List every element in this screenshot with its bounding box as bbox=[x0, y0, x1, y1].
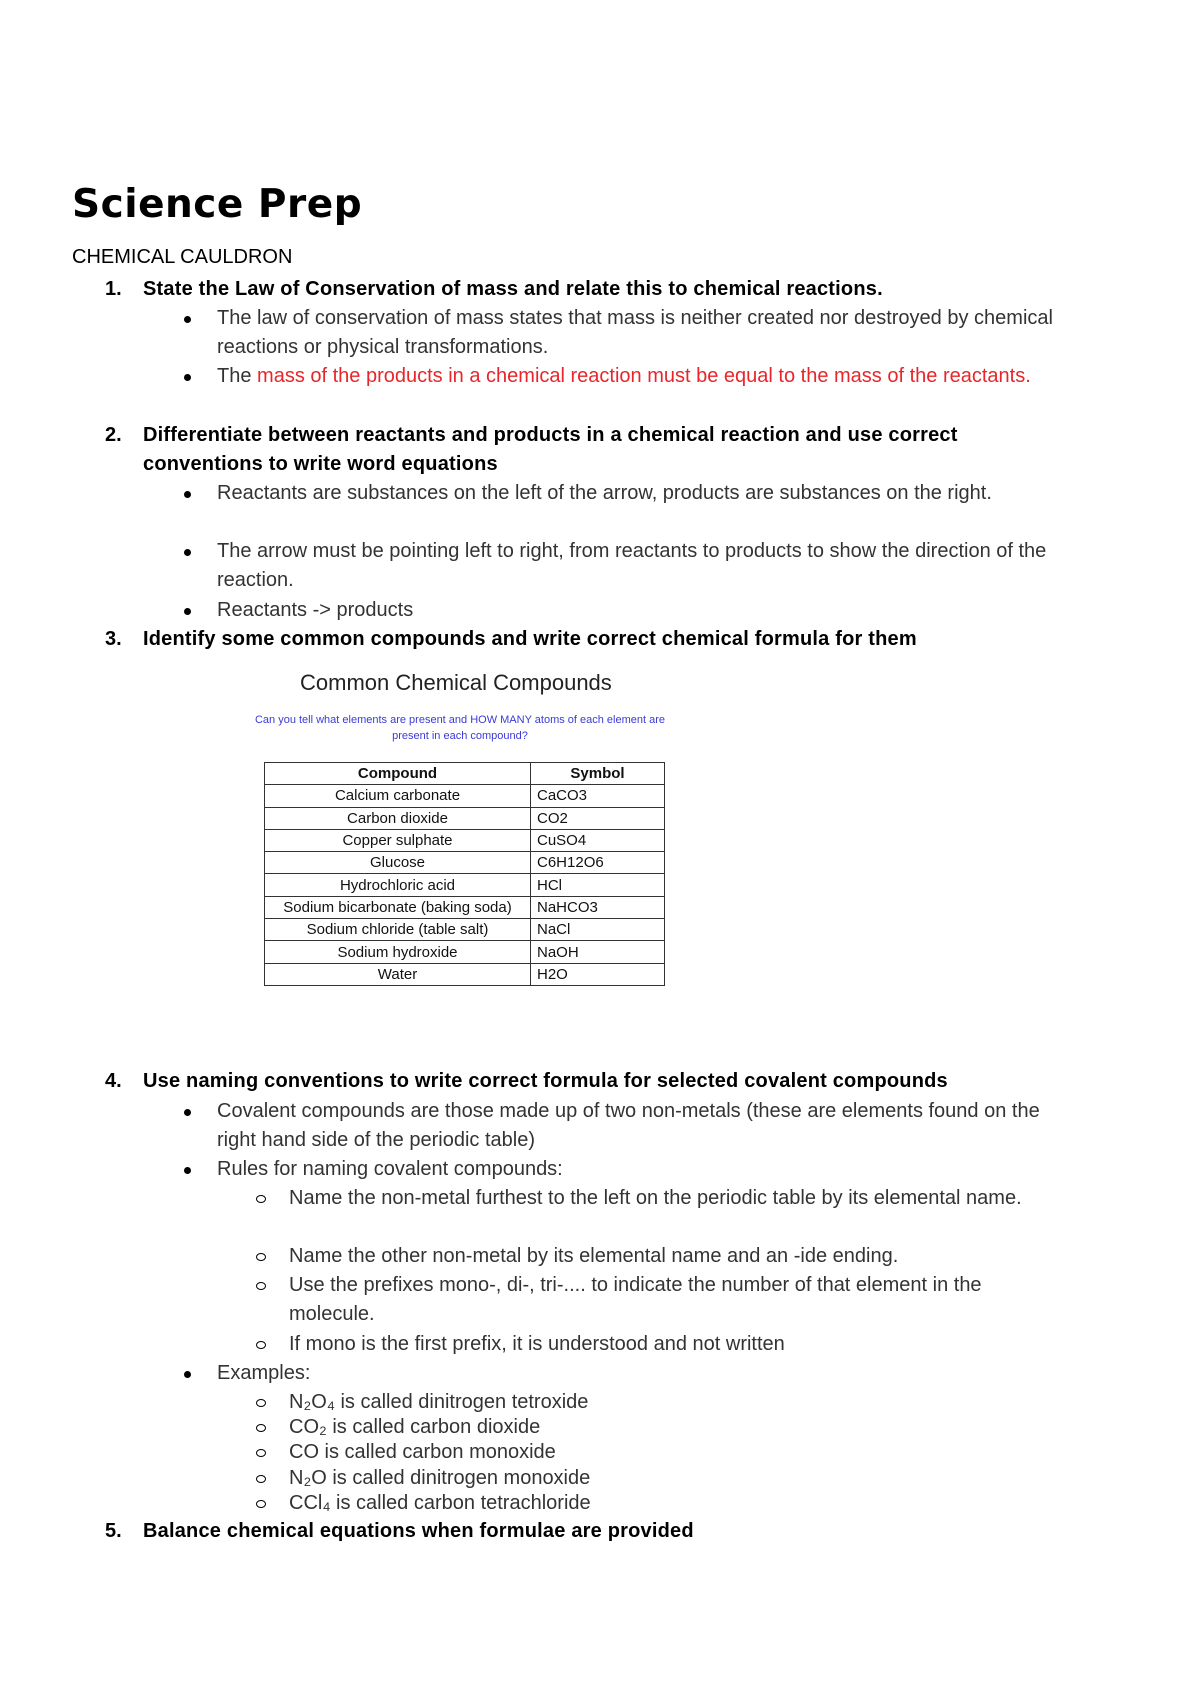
list-item: Reactants -> products bbox=[178, 596, 1058, 625]
table-body bbox=[265, 785, 665, 986]
compound-name-cell: Water bbox=[265, 963, 531, 985]
list-item: Rules for naming covalent compounds: bbox=[178, 1155, 1058, 1184]
circle-bullet-icon bbox=[256, 1424, 266, 1432]
question-text: Use naming conventions to write correct formula for selected covalent compounds bbox=[143, 1070, 948, 1092]
question-5 bbox=[105, 1517, 1065, 1546]
example-item: CCl₄ is called carbon tetrachloride bbox=[250, 1491, 1060, 1516]
circle-bullet-icon bbox=[256, 1253, 266, 1261]
symbol-cell: H2O bbox=[531, 963, 665, 985]
bullet-icon bbox=[184, 316, 191, 323]
compound-name-cell: Calcium carbonate bbox=[265, 785, 531, 807]
symbol-cell: NaOH bbox=[531, 941, 665, 963]
question-number: 4. bbox=[105, 1070, 122, 1092]
list-item: Examples: bbox=[178, 1359, 1058, 1388]
bullet-icon bbox=[184, 491, 191, 498]
symbol-cell: C6H12O6 bbox=[531, 852, 665, 874]
bullet-icon bbox=[184, 549, 191, 556]
highlighted-text: mass of the products in a chemical reaction must be equal to the mass of the reactants. bbox=[257, 365, 1031, 387]
figure-question: Can you tell what elements are present and HOW MANY atoms of each element are present in each compound? bbox=[254, 714, 666, 742]
symbol-cell: NaHCO3 bbox=[531, 896, 665, 918]
symbol-cell: CaCO3 bbox=[531, 785, 665, 807]
compounds-figure bbox=[240, 660, 680, 1010]
example-item: N₂O is called dinitrogen monoxide bbox=[250, 1466, 1060, 1491]
compound-name-cell: Sodium hydroxide bbox=[265, 941, 531, 963]
circle-bullet-icon bbox=[256, 1449, 266, 1457]
question-number: 2. bbox=[105, 424, 122, 446]
table-row bbox=[265, 829, 665, 851]
symbol-cell: NaCl bbox=[531, 919, 665, 941]
question-text: State the Law of Conservation of mass and relate this to chemical reactions. bbox=[143, 278, 883, 300]
example-item: CO is called carbon monoxide bbox=[250, 1440, 1060, 1465]
symbol-cell: HCl bbox=[531, 874, 665, 896]
question-number: 5. bbox=[105, 1520, 122, 1542]
table-row bbox=[265, 896, 665, 918]
table-row bbox=[265, 919, 665, 941]
question-2 bbox=[105, 421, 1065, 479]
question-text: Identify some common compounds and write correct chemical formula for them bbox=[143, 628, 917, 650]
bullet-icon bbox=[184, 1167, 191, 1174]
table-row bbox=[265, 941, 665, 963]
sub-list-item: Use the prefixes mono-, di-, tri-.... to indicate the number of that element in the molecule. bbox=[250, 1271, 1060, 1329]
compound-name-cell: Sodium chloride (table salt) bbox=[265, 919, 531, 941]
symbol-cell: CO2 bbox=[531, 807, 665, 829]
page-title: Science Prep bbox=[72, 182, 363, 227]
question-number: 1. bbox=[105, 278, 122, 300]
example-item: N₂O₄ is called dinitrogen tetroxide bbox=[250, 1390, 1060, 1415]
sub-list-item: Name the non-metal furthest to the left on the periodic table by its elemental name. bbox=[250, 1184, 1060, 1213]
bullet-icon bbox=[184, 1371, 191, 1378]
figure-title: Common Chemical Compounds bbox=[300, 670, 612, 695]
example-item: CO₂ is called carbon dioxide bbox=[250, 1415, 1060, 1440]
symbol-cell: CuSO4 bbox=[531, 829, 665, 851]
table-header-row bbox=[265, 763, 665, 785]
compound-name-cell: Glucose bbox=[265, 852, 531, 874]
table-row bbox=[265, 874, 665, 896]
column-header-compound: Compound bbox=[265, 763, 531, 785]
circle-bullet-icon bbox=[256, 1341, 266, 1349]
question-number: 3. bbox=[105, 628, 122, 650]
table-row bbox=[265, 963, 665, 985]
list-item: Covalent compounds are those made up of two non-metals (these are elements found on the right hand side of the periodic table) bbox=[178, 1097, 1058, 1155]
sub-list-item: Name the other non-metal by its elemental name and an -ide ending. bbox=[250, 1242, 1060, 1271]
compound-name-cell: Carbon dioxide bbox=[265, 807, 531, 829]
question-1 bbox=[105, 275, 1065, 304]
circle-bullet-icon bbox=[256, 1399, 266, 1407]
compound-name-cell: Sodium bicarbonate (baking soda) bbox=[265, 896, 531, 918]
bullet-icon bbox=[184, 608, 191, 615]
question-4 bbox=[105, 1067, 1065, 1096]
circle-bullet-icon bbox=[256, 1500, 266, 1508]
list-item: Reactants are substances on the left of the arrow, products are substances on the right. bbox=[178, 479, 1058, 508]
sub-list-item: If mono is the first prefix, it is understood and not written bbox=[250, 1330, 1060, 1359]
question-text: Balance chemical equations when formulae are provided bbox=[143, 1520, 694, 1542]
table-row bbox=[265, 807, 665, 829]
bullet-icon bbox=[184, 374, 191, 381]
list-item: The mass of the products in a chemical reaction must be equal to the mass of the reactants. bbox=[178, 362, 1058, 391]
list-item: The arrow must be pointing left to right, from reactants to products to show the direction of the reaction. bbox=[178, 537, 1058, 595]
circle-bullet-icon bbox=[256, 1475, 266, 1483]
bullet-icon bbox=[184, 1109, 191, 1116]
list-item: The law of conservation of mass states that mass is neither created nor destroyed by chemical reactions or physical transformations. bbox=[178, 304, 1058, 362]
compounds-table bbox=[264, 762, 665, 986]
section-subtitle: CHEMICAL CAULDRON bbox=[72, 246, 293, 268]
question-text: Differentiate between reactants and products in a chemical reaction and use correct conventions to write word equations bbox=[143, 424, 958, 475]
circle-bullet-icon bbox=[256, 1195, 266, 1203]
circle-bullet-icon bbox=[256, 1282, 266, 1290]
question-3 bbox=[105, 625, 1065, 654]
compound-name-cell: Hydrochloric acid bbox=[265, 874, 531, 896]
compound-name-cell: Copper sulphate bbox=[265, 829, 531, 851]
table-row bbox=[265, 785, 665, 807]
column-header-symbol: Symbol bbox=[531, 763, 665, 785]
table-row bbox=[265, 852, 665, 874]
